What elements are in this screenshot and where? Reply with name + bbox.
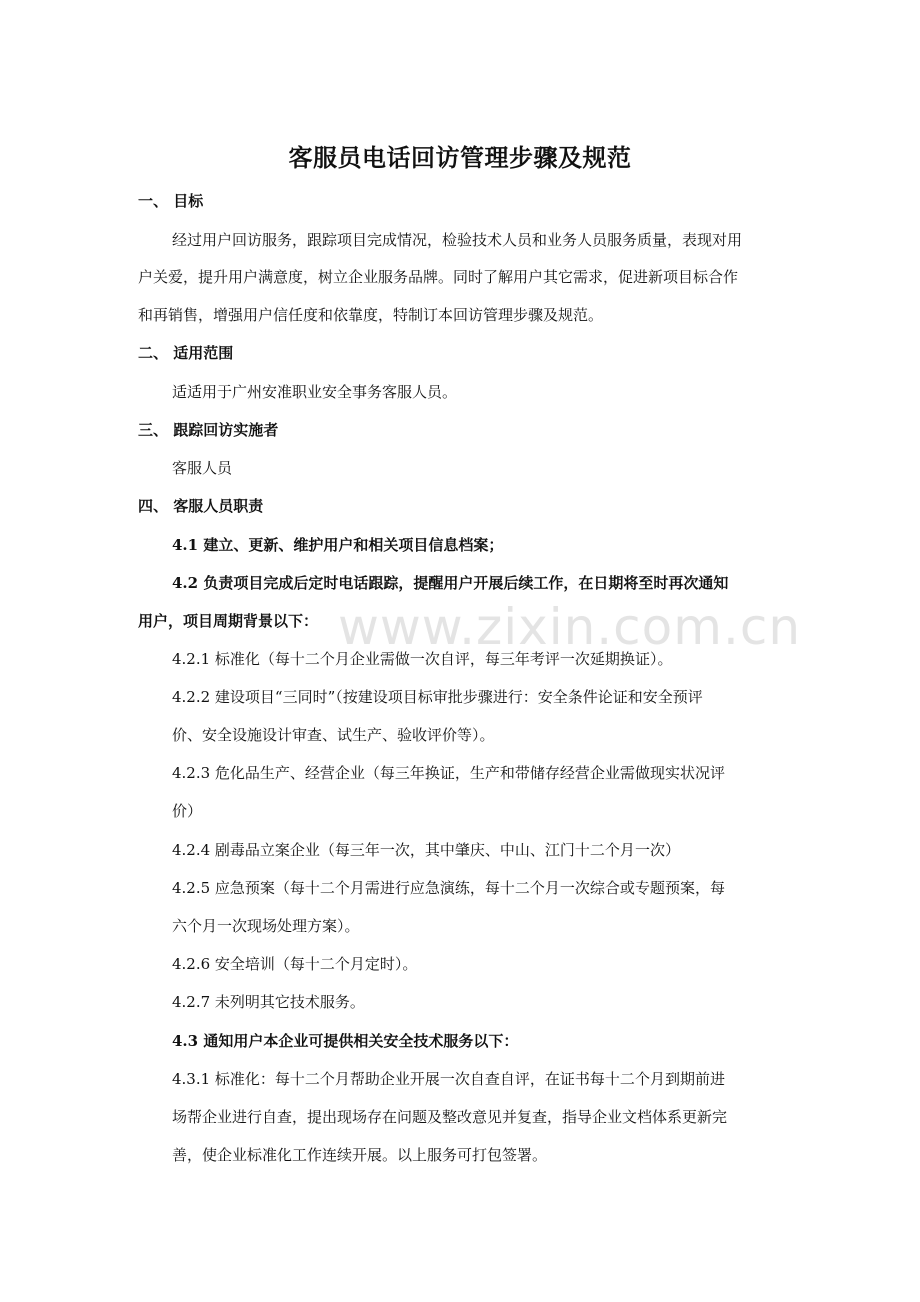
paragraph-line: 4.2.6 安全培训（每十二个月定时）。 [172, 955, 418, 973]
paragraph-line: 价、安全设施设计审查、试生产、验收评价等）。 [172, 726, 495, 744]
paragraph-line: 善，使企业标准化工作连续开展。以上服务可打包签署。 [172, 1146, 548, 1164]
section-heading: 一、 目标 [138, 192, 204, 210]
paragraph-line: 户关爱，提升用户满意度，树立企业服务品牌。同时了解用户其它需求，促进新项目标合作 [138, 268, 739, 286]
section-heading: 四、 客服人员职责 [138, 497, 264, 515]
paragraph-line: 场帮企业进行自查，提出现场存在问题及整改意见并复查，指导企业文档体系更新完 [172, 1108, 728, 1126]
paragraph-line: 经过用户回访服务，跟踪项目完成情况，检验技术人员和业务人员服务质量，表现对用 [172, 231, 743, 249]
paragraph-line: 4.3.1 标准化：每十二个月帮助企业开展一次自查自评，在证书每十二个月到期前进 [172, 1070, 725, 1088]
watermark: www.zixin.com.cn [338, 598, 802, 656]
paragraph-line: 4.2.3 危化品生产、经营企业（每三年换证，生产和带储存经营企业需做现实状况评 [172, 764, 725, 782]
paragraph-line: 和再销售，增强用户信任度和依靠度，特制订本回访管理步骤及规范。 [138, 306, 604, 324]
document-title: 客服员电话回访管理步骤及规范 [288, 144, 632, 172]
paragraph-line: 用户，项目周期背景以下： [138, 612, 319, 630]
paragraph-line: 4.2.1 标准化（每十二个月企业需做一次自评，每三年考评一次延期换证）。 [172, 650, 673, 668]
paragraph-line: 适适用于广州安准职业安全事务客服人员。 [172, 383, 458, 401]
paragraph-line: 4.2 负责项目完成后定时电话跟踪，提醒用户开展后续工作，在日期将至时再次通知 [172, 574, 729, 592]
paragraph-line: 客服人员 [172, 459, 233, 477]
paragraph-line: 4.1 建立、更新、维护用户和相关项目信息档案； [172, 536, 504, 554]
paragraph-line: 4.2.7 未列明其它技术服务。 [172, 993, 365, 1011]
paragraph-line: 4.2.2 建设项目“三同时”（按建设项目标审批步骤进行：安全条件论证和安全预评 [172, 688, 703, 706]
paragraph-line: 价） [172, 802, 203, 820]
paragraph-line: 4.2.5 应急预案（每十二个月需进行应急演练，每十二个月一次综合或专题预案，每 [172, 879, 725, 897]
section-heading: 二、 适用范围 [138, 344, 234, 362]
section-heading: 三、 跟踪回访实施者 [138, 421, 279, 439]
paragraph-line: 4.2.4 剧毒品立案企业（每三年一次，其中肇庆、中山、江门十二个月一次） [172, 841, 680, 859]
paragraph-line: 4.3 通知用户本企业可提供相关安全技术服务以下： [172, 1032, 519, 1050]
paragraph-line: 六个月一次现场处理方案）。 [172, 917, 360, 935]
